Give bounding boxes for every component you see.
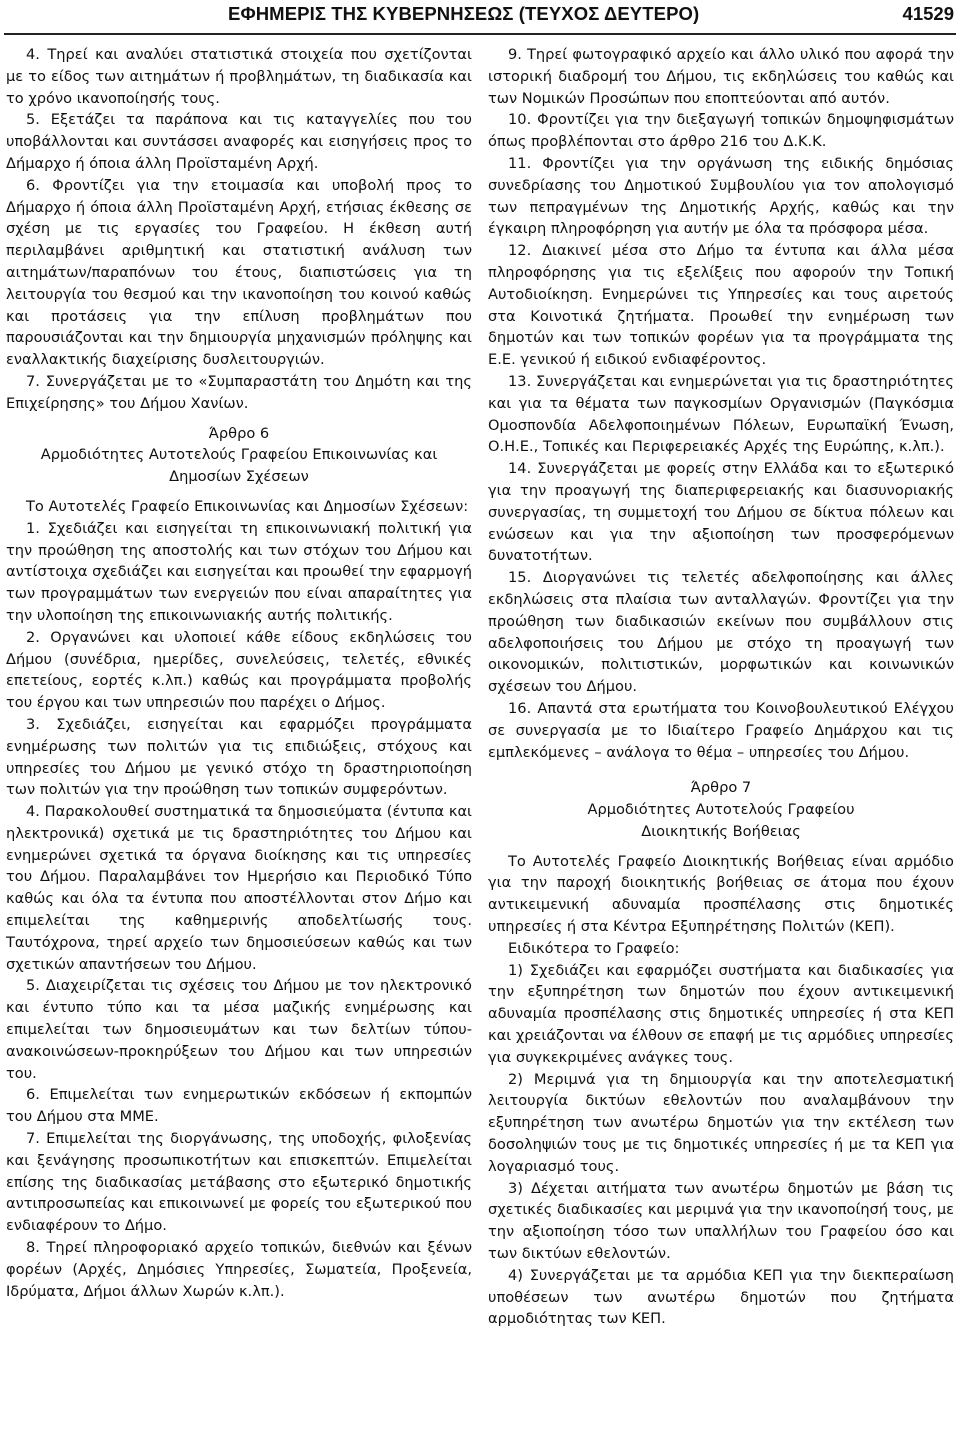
page-number: 41529 (902, 3, 954, 24)
paragraph: 4. Τηρεί και αναλύει στατιστικά στοιχεία που σχετίζονται με το είδος των αιτημάτων ή προβλημάτων, τη διαδικασία και το χρόνο ικανοποίησής τους. (6, 46, 472, 107)
paragraph: 4. Παρακολουθεί συστηματικά τα δημοσιεύματα (έντυπα και ηλεκτρονικά) σχετικά με τις δραστηριότητες του Δήμου και ενημερώνει σχετικά τα όργανα διοίκησης και τις υπηρεσίες του Δήμου. Παραλαμβάνει τον Ημερήσιο και Περιοδικό Τύπο καθώς και όλα τα έντυπα που αποστέλλονται στον Δήμο και επιμελείται της καθημερινής αποδελτίωσής τους. Ταυτόχρονα, τηρεί αρχείο των δημοσιεύσεων καθώς και των σχετικών απαντήσεων του Δήμου. (6, 803, 472, 973)
article-6-title: Άρθρο 6 (208, 424, 270, 442)
paragraph: 1. Σχεδιάζει και εισηγείται τη επικοινωνιακή πολιτική για την προώθηση της αποστολής και των στόχων του Δήμου και αντίστοιχα σχεδιάζει και εισηγείται και προωθεί την εφαρμογή των προγραμμάτων των ενεργειών που είναι απαραίτητες για την υλοποίηση της επικοινωνιακής αυτής πολιτικής. (6, 519, 472, 624)
paragraph: 9. Τηρεί φωτογραφικό αρχείο και άλλο υλικό που αφορά την ιστορική διαδρομή του Δήμου, τις εκδηλώσεις του καθώς και των Νομικών Προσώπων που εποπτεύονται από αυτόν. (488, 46, 954, 107)
paragraph: 2) Μεριμνά για τη δημιουργία και την αποτελεσματική λειτουργία δικτύων εθελοντών που αναλαμβάνουν την εξυπηρέτηση των ανωτέρω δημοτών για την εκτέλεση των δοσοληψιών τους με τις δημοτικές υπηρεσίες ή με τα ΚΕΠ για λογαριασμό τους. (488, 1070, 954, 1175)
article-7-subtitle: Διοικητικής Βοήθειας (641, 822, 801, 840)
header-rule (4, 33, 956, 35)
paragraph: 12. Διακινεί μέσα στο Δήμο τα έντυπα και άλλα μέσα πληροφόρησης για τις εξελίξεις που αφορούν την Τοπική Αυτοδιοίκηση. Ενημερώνει τις Υπηρεσίες και τους αιρετούς στα Κοινοτικά ζητήματα. Προωθεί την ενημέρωση των δημοτών και των τοπικών φορέων για τα προγράμματα της Ε.Ε. γενικού ή ειδικού ενδιαφέροντος. (488, 242, 954, 369)
paragraph: 7. Συνεργάζεται με το «Συμπαραστάτη του Δημότη και της Επιχείρησης» του Δήμου Χανίων. (6, 372, 472, 412)
article-6-subtitle: Αρμοδιότητες Αυτοτελούς Γραφείου Επικοινωνίας και Δημοσίων Σχέσεων (40, 446, 438, 486)
paragraph: 14. Συνεργάζεται με φορείς στην Ελλάδα και το εξωτερικό για την προαγωγή της διαπεριφερειακής και διασυνοριακής συνεργασίας, τη συμμετοχή του Δήμου σε δίκτυα πόλεων και ενώσεων και για την αξιοποίηση των προσφερόμενων δυνατοτήτων. (488, 460, 954, 565)
paragraph: 8. Τηρεί πληροφοριακό αρχείο τοπικών, διεθνών και ξένων φορέων (Αρχές, Δημόσιες Υπηρεσίες, Σωματεία, Προξενεία, Ιδρύματα, Δήμοι άλλων Χωρών κ.λπ.). (6, 1239, 472, 1300)
paragraph: 5. Εξετάζει τα παράπονα και τις καταγγελίες που του υποβάλλονται και συντάσσει αναφορές και εισηγήσεις προς το Δήμαρχο ή όποια άλλη Προϊσταμένη Αρχή. (6, 111, 472, 172)
paragraph: 3) Δέχεται αιτήματα των ανωτέρω δημοτών με βάση τις σχετικές διαδικασίες και μεριμνά για την ικανοποίησή τους, με την αξιοποίηση τόσο των υπαλλήλων του Γραφείου όσο και των δικτύων εθελοντών. (488, 1179, 954, 1263)
page-header (0, 0, 960, 34)
paragraph: 6. Φροντίζει για την ετοιμασία και υποβολή προς το Δήμαρχο ή όποια άλλη Προϊσταμένη Αρχή, ετήσιας έκθεσης σε σχέση με τις εργασίες του Γραφείου. Η έκθεση αυτή περιλαμβάνει αριθμητική και στατιστική ανάλυση των αιτημάτων/παραπόνων του έτους, διαπιστώσεις για τη λειτουργία του θεσμού και την ικανοποίηση του κοινού καθώς και προτάσεις για την επίλυση προβλημάτων που παρουσιάζονται και την δημιουργία μηχανισμών πρόληψης και εναλλακτικής διαχείρισης δυσλειτουργιών. (6, 176, 472, 369)
left-column (6, 44, 472, 1302)
article-7-subtitle: Αρμοδιότητες Αυτοτελούς Γραφείου (587, 801, 855, 819)
article-6-intro: Το Αυτοτελές Γραφείο Επικοινωνίας και Δημοσίων Σχέσεων: (26, 497, 469, 515)
paragraph: 16. Απαντά στα ερωτήματα του Κοινοβουλευτικού Ελέγχου σε συνεργασία με το Ιδιαίτερο Γραφείο Δημάρχου και τις εμπλεκόμενες – ανάλογα το θέμα – υπηρεσίες του Δήμου. (488, 699, 954, 761)
paragraph: 10. Φροντίζει για την διεξαγωγή τοπικών δημοψηφισμάτων όπως προβλέπονται στο άρθρο 216 του Δ.Κ.Κ. (488, 111, 954, 151)
paragraph: 7. Επιμελείται της διοργάνωσης, της υποδοχής, φιλοξενίας και ξενάγησης προσωπικοτήτων και επισκεπτών. Επιμελείται επίσης της διαδικασίας μετάβασης στο εξωτερικό δημοτικής αντιπροσωπείας και επικοινωνεί με φορείς του εξωτερικού που ενδιαφέρουν το Δήμο. (6, 1130, 472, 1235)
paragraph: 3. Σχεδιάζει, εισηγείται και εφαρμόζει προγράμματα ενημέρωσης των πολιτών για τις επιδιώξεις, στόχους και υπηρεσίες του Δήμου με γενικό στόχο τη δραστηριοποίηση των πολιτών για την προώθηση των τοπικών συμφερόντων. (6, 715, 472, 799)
paragraph: 13. Συνεργάζεται και ενημερώνεται για τις δραστηριότητες και για τα θέματα των παγκοσμίων Οργανισμών (Παγκόσμια Ομοσπονδία Αδελφοποιημένων Πόλεων, Ευρωπαϊκή Ένωση, Ο.Η.Ε., Τοπικές και Περιφερειακές Αρχές της Ευρώπης, κ.λπ.). (488, 372, 954, 456)
paragraph: 5. Διαχειρίζεται τις σχέσεις του Δήμου με τον ηλεκτρονικό και έντυπο τύπο και τα μέσα μαζικής ενημέρωσης και επιμελείται των δημοσιευμάτων και των δελτίων τύπου-ανακοινώσεων-προκηρύξεων του Δήμου και των υπηρεσιών του. (6, 977, 472, 1082)
paragraph: 1) Σχεδιάζει και εφαρμόζει συστήματα και διαδικασίες για την εξυπηρέτηση των δημοτών που έχουν αντικειμενική αδυναμία προσπέλασης στις δημοτικές υπηρεσίες ή στα ΚΕΠ και χρειάζονται να έλθουν σε επαφή με τις αρμόδιες υπηρεσίες για συγκεκριμένες ανάγκες τους. (488, 961, 954, 1066)
gazette-title: ΕΦΗΜΕΡΙΣ ΤΗΣ ΚΥΒΕΡΝΗΣΕΩΣ (ΤΕΥΧΟΣ ΔΕΥΤΕΡΟ) (228, 3, 700, 24)
paragraph: 15. Διοργανώνει τις τελετές αδελφοποίησης και άλλες εκδηλώσεις στα πλαίσια των ανταλλαγών. Φροντίζει για την προώθηση των διαδικασιών εκείνων που συμβάλλουν στις αδελφοποιήσεις του Δήμου με στόχο τη προαγωγή των οικονομικών, πολιτιστικών, μορφωτικών και κοινωνικών σχέσεων του Δήμου. (488, 569, 954, 696)
paragraph: 6. Επιμελείται των ενημερωτικών εκδόσεων ή εκπομπών του Δήμου στα ΜΜΕ. (6, 1086, 472, 1126)
article-7-specific: Ειδικότερα το Γραφείο: (508, 939, 680, 957)
right-column (488, 44, 954, 1330)
paragraph: 2. Οργανώνει και υλοποιεί κάθε είδους εκδηλώσεις του Δήμου (συνέδρια, ημερίδες, συνελεύσεις, τελετές, εθνικές επετείους, εορτές κ.λπ.) καθώς και προγράμματα προβολής του έργου και των υπηρεσιών που παρέχει ο Δήμος. (6, 628, 472, 712)
article-7-title: Άρθρο 7 (690, 779, 752, 797)
paragraph: 11. Φροντίζει για την οργάνωση της ειδικής δημόσιας συνεδρίασης του Δημοτικού Συμβουλίου για τον απολογισμό των πεπραγμένων της Δημοτικής Αρχής, καθώς και την έγκαιρη πληροφόρηση για αυτήν με όλα τα πρόσφορα μέσα. (488, 154, 954, 238)
paragraph: 4) Συνεργάζεται με τα αρμόδια ΚΕΠ για την διεκπεραίωση υποθέσεων των ανωτέρω δημοτών που ζητήματα αρμοδιότητας των ΚΕΠ. (488, 1266, 954, 1328)
article-7-intro: Το Αυτοτελές Γραφείο Διοικητικής Βοήθειας είναι αρμόδιο για την παροχή διοικητικής βοήθειας σε άτομα που έχουν αντικειμενική αδυναμία προσπέλασης στις δημοτικές υπηρεσίες ή στα Κέντρα Εξυπηρέτησης Πολιτών (ΚΕΠ). (488, 852, 954, 936)
